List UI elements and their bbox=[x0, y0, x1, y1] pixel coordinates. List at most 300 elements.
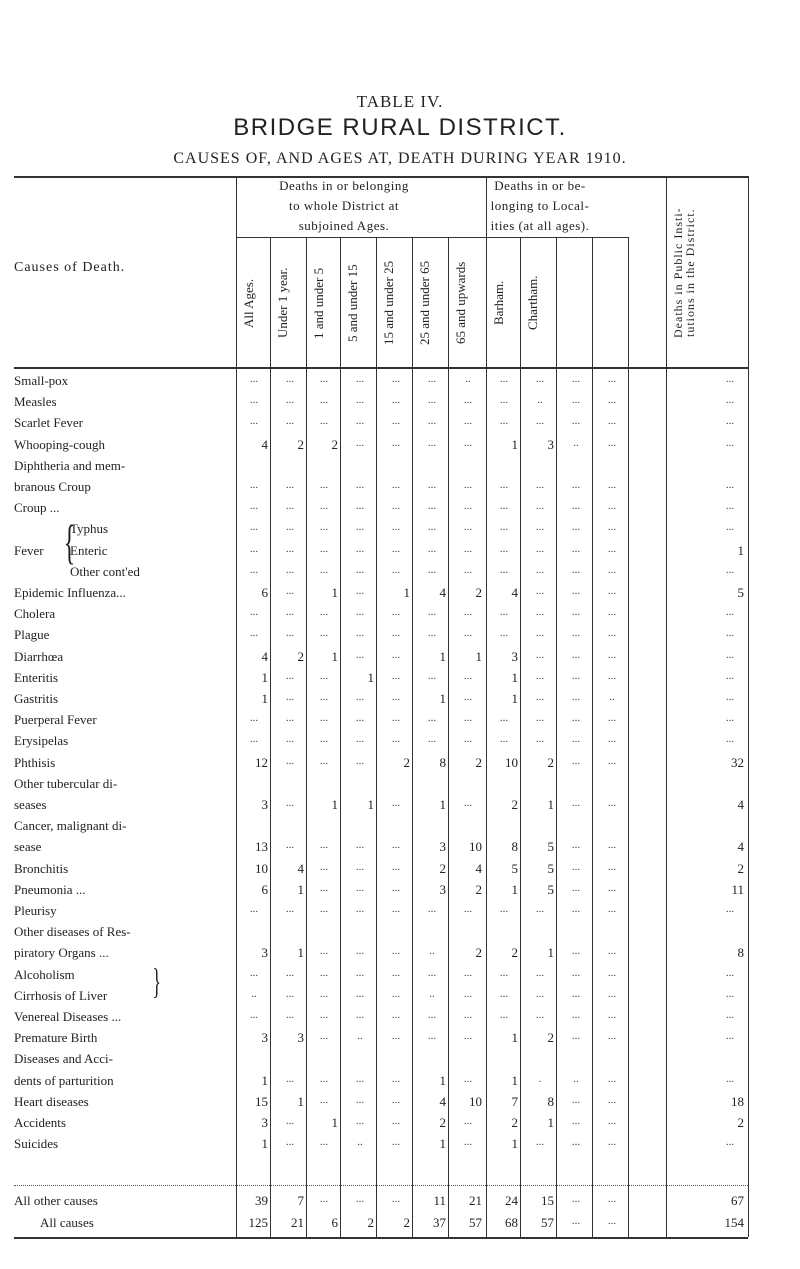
table-cell: 2 bbox=[403, 754, 410, 770]
empty-cell: ... bbox=[463, 500, 473, 513]
empty-cell: ... bbox=[725, 712, 735, 725]
empty-cell: ... bbox=[285, 733, 295, 746]
table-cell: 1 bbox=[511, 691, 518, 706]
column-header bbox=[562, 244, 584, 362]
empty-cell: ... bbox=[535, 733, 545, 746]
empty-cell: . bbox=[538, 1072, 542, 1085]
table-cell: 2 bbox=[297, 648, 304, 664]
empty-cell: ... bbox=[571, 945, 581, 958]
table-cell: 2 bbox=[511, 1115, 518, 1130]
empty-cell: ... bbox=[285, 669, 295, 682]
empty-cell: ... bbox=[463, 1136, 473, 1149]
empty-cell: ... bbox=[355, 691, 365, 703]
empty-cell: ... bbox=[499, 563, 509, 576]
table-cell: 8 bbox=[547, 1093, 554, 1109]
empty-cell: ... bbox=[285, 712, 295, 725]
table-cell: 1 bbox=[511, 1030, 518, 1046]
empty-cell: ... bbox=[285, 691, 295, 703]
empty-cell: ... bbox=[355, 881, 365, 894]
table-cell: 1 bbox=[511, 1136, 518, 1152]
empty-cell: ... bbox=[249, 712, 259, 725]
empty-cell: ... bbox=[463, 479, 473, 491]
empty-cell: ... bbox=[285, 585, 295, 597]
empty-cell: ... bbox=[607, 394, 617, 407]
empty-cell: ... bbox=[607, 542, 617, 555]
empty-cell: ... bbox=[319, 903, 329, 915]
empty-cell: ... bbox=[319, 542, 329, 555]
row-label: All other causes bbox=[14, 1193, 98, 1208]
empty-cell: ... bbox=[571, 1193, 581, 1205]
row-label: Enteritis bbox=[14, 669, 59, 685]
empty-cell: .. bbox=[251, 987, 257, 1000]
table-cell: 1 bbox=[737, 542, 744, 558]
empty-cell: ... bbox=[499, 987, 509, 1000]
empty-cell: ... bbox=[427, 627, 437, 640]
empty-cell: ... bbox=[249, 1009, 259, 1021]
empty-cell: ... bbox=[607, 1215, 617, 1227]
row-label: Plague bbox=[14, 627, 50, 643]
table-cell: 4 bbox=[737, 839, 744, 855]
empty-cell: ... bbox=[607, 606, 617, 619]
column-rule bbox=[448, 237, 449, 1237]
table-cell: 4 bbox=[261, 436, 268, 452]
row-label: Diphtheria and mem- bbox=[14, 457, 126, 473]
empty-cell: ... bbox=[725, 606, 735, 619]
empty-cell: ... bbox=[355, 733, 365, 746]
table-cell: 1 bbox=[439, 691, 446, 706]
empty-cell: ... bbox=[725, 966, 735, 979]
column-header: Barham. bbox=[491, 280, 506, 326]
empty-cell: ... bbox=[607, 585, 617, 597]
row-label: Suicides bbox=[14, 1136, 59, 1152]
empty-cell: ... bbox=[571, 860, 581, 873]
empty-cell: ... bbox=[463, 1030, 473, 1043]
empty-cell: ... bbox=[319, 1136, 329, 1149]
fever-brace: { bbox=[63, 515, 76, 569]
table-cell: 13 bbox=[255, 839, 268, 855]
empty-cell: ... bbox=[535, 627, 545, 640]
empty-cell: ... bbox=[607, 839, 617, 852]
empty-cell: ... bbox=[607, 966, 617, 979]
empty-cell: ... bbox=[725, 1136, 735, 1149]
column-header: All Ages. bbox=[241, 278, 256, 328]
table-cell: 2 bbox=[511, 945, 518, 961]
empty-cell: ... bbox=[499, 500, 509, 513]
empty-cell: ... bbox=[355, 436, 365, 449]
empty-cell: ... bbox=[285, 415, 295, 428]
column-rule bbox=[748, 176, 749, 1237]
empty-cell: ... bbox=[607, 987, 617, 1000]
empty-cell: ... bbox=[249, 415, 259, 428]
table-cell: 4 bbox=[439, 1093, 446, 1109]
column-header: 15 and under 25 bbox=[381, 260, 396, 346]
row-label: Alcoholism bbox=[14, 966, 75, 982]
table-cell: 3 bbox=[261, 945, 268, 961]
empty-cell: ... bbox=[607, 1093, 617, 1106]
column-rule bbox=[666, 176, 667, 1237]
empty-cell: ... bbox=[355, 966, 365, 979]
empty-cell: ... bbox=[285, 1009, 295, 1021]
empty-cell: ... bbox=[285, 394, 295, 407]
empty-cell: ... bbox=[535, 373, 545, 385]
empty-cell: ... bbox=[319, 627, 329, 640]
table-cell: 1 bbox=[439, 797, 446, 812]
column-header: 5 and under 15 bbox=[345, 264, 360, 342]
empty-cell: ... bbox=[725, 691, 735, 703]
empty-cell: ... bbox=[391, 1072, 401, 1085]
table-cell: 2 bbox=[331, 436, 338, 452]
page-subtitle: CAUSES OF, AND AGES AT, DEATH DURING YEAR 1910. bbox=[173, 150, 627, 167]
empty-cell: ... bbox=[535, 500, 545, 513]
table-cell: 1 bbox=[547, 797, 554, 812]
empty-cell: ... bbox=[463, 436, 473, 449]
empty-cell: ... bbox=[607, 479, 617, 491]
empty-cell: ... bbox=[725, 627, 735, 640]
table-cell: 11 bbox=[433, 1193, 446, 1208]
table-cell: 68 bbox=[505, 1215, 518, 1230]
table-cell: 1 bbox=[261, 669, 268, 685]
empty-cell: ... bbox=[391, 1136, 401, 1149]
table-cell: 5 bbox=[737, 585, 744, 600]
table-cell: 1 bbox=[511, 669, 518, 685]
table-cell: 2 bbox=[367, 1215, 374, 1230]
table-cell: 6 bbox=[261, 585, 268, 600]
empty-cell: ... bbox=[725, 1030, 735, 1043]
table-cell: 5 bbox=[547, 881, 554, 897]
row-label: Typhus bbox=[70, 521, 109, 537]
row-label: piratory Organs ... bbox=[14, 945, 109, 961]
empty-cell: ... bbox=[391, 966, 401, 979]
empty-cell: ... bbox=[535, 691, 545, 703]
table-cell: 3 bbox=[261, 1030, 268, 1046]
table-cell: 1 bbox=[261, 1072, 268, 1088]
empty-cell: ... bbox=[391, 373, 401, 385]
empty-cell: ... bbox=[571, 987, 581, 1000]
table-cell: 4 bbox=[439, 585, 446, 600]
empty-cell: ... bbox=[463, 415, 473, 428]
empty-cell: ... bbox=[571, 627, 581, 640]
empty-cell: ... bbox=[427, 966, 437, 979]
empty-cell: ... bbox=[607, 1115, 617, 1127]
empty-cell: ... bbox=[535, 987, 545, 1000]
empty-cell: ... bbox=[463, 669, 473, 682]
table-cell: 18 bbox=[731, 1093, 744, 1109]
table-cell: 1 bbox=[547, 945, 554, 961]
empty-cell: ... bbox=[535, 1009, 545, 1021]
empty-cell: ... bbox=[391, 691, 401, 703]
empty-cell: ... bbox=[607, 860, 617, 873]
empty-cell: .. bbox=[573, 436, 579, 449]
empty-cell: ... bbox=[319, 987, 329, 1000]
empty-cell: ... bbox=[571, 712, 581, 725]
empty-cell: ... bbox=[355, 373, 365, 385]
table-cell: 6 bbox=[331, 1215, 338, 1230]
row-label: Epidemic Influenza... bbox=[14, 585, 126, 600]
empty-cell: ... bbox=[571, 479, 581, 491]
empty-cell: ... bbox=[391, 648, 401, 661]
row-label: Cirrhosis of Liver bbox=[14, 987, 108, 1003]
table-cell: 1 bbox=[475, 648, 482, 664]
empty-cell: ... bbox=[607, 436, 617, 449]
empty-cell: ... bbox=[571, 563, 581, 576]
column-header: Under 1 year. bbox=[275, 267, 290, 339]
empty-cell: ... bbox=[319, 733, 329, 746]
table-cell: 1 bbox=[367, 669, 374, 685]
empty-cell: ... bbox=[607, 669, 617, 682]
table-cell: 39 bbox=[255, 1193, 268, 1208]
table-cell: 1 bbox=[261, 1136, 268, 1152]
empty-cell: ... bbox=[391, 881, 401, 894]
empty-cell: ... bbox=[725, 373, 735, 385]
empty-cell: ... bbox=[319, 1030, 329, 1043]
empty-cell: ... bbox=[607, 1009, 617, 1021]
table-cell: 2 bbox=[403, 1215, 410, 1230]
empty-cell: ... bbox=[355, 839, 365, 852]
empty-cell: ... bbox=[319, 1009, 329, 1021]
empty-cell: ... bbox=[391, 394, 401, 407]
empty-cell: ... bbox=[249, 733, 259, 746]
empty-cell: ... bbox=[427, 542, 437, 555]
table-cell: 2 bbox=[475, 754, 482, 770]
empty-cell: ... bbox=[427, 500, 437, 513]
empty-cell: ... bbox=[607, 903, 617, 915]
table-cell: 2 bbox=[475, 945, 482, 961]
empty-cell: ... bbox=[319, 563, 329, 576]
table-cell: 57 bbox=[469, 1215, 482, 1230]
row-label: Phthisis bbox=[14, 754, 56, 770]
empty-cell: ... bbox=[463, 966, 473, 979]
table-cell: 3 bbox=[261, 1115, 268, 1130]
row-label: Bronchitis bbox=[14, 860, 69, 876]
empty-cell: ... bbox=[499, 712, 509, 725]
empty-cell: .. bbox=[357, 1136, 363, 1149]
empty-cell: ... bbox=[285, 521, 295, 534]
empty-cell: ... bbox=[355, 479, 365, 491]
column-header-institutions: Deaths in Public Insti- tutions in the District. bbox=[671, 207, 697, 339]
table-cell: 1 bbox=[403, 585, 410, 600]
row-label: Other tubercular di- bbox=[14, 775, 118, 791]
table-cell: 2 bbox=[297, 436, 304, 452]
table-cell: 4 bbox=[261, 648, 268, 664]
table-cell: 3 bbox=[439, 881, 446, 897]
empty-cell: ... bbox=[391, 563, 401, 576]
empty-cell: ... bbox=[571, 881, 581, 894]
empty-cell: ... bbox=[571, 903, 581, 915]
empty-cell: ... bbox=[249, 394, 259, 407]
table-cell: 11 bbox=[731, 881, 744, 897]
table-cell: 3 bbox=[511, 648, 518, 664]
table-cell: 4 bbox=[511, 585, 518, 600]
empty-cell: .. bbox=[429, 987, 435, 1000]
empty-cell: ... bbox=[285, 1115, 295, 1127]
row-label: branous Croup bbox=[14, 479, 91, 494]
table-cell: 5 bbox=[547, 860, 554, 876]
row-label: Erysipelas bbox=[14, 733, 69, 749]
empty-cell: ... bbox=[285, 563, 295, 576]
column-header: 65 and upwards bbox=[453, 261, 468, 345]
table-cell: 2 bbox=[547, 754, 554, 770]
empty-cell: ... bbox=[499, 542, 509, 555]
empty-cell: ... bbox=[355, 627, 365, 640]
column-rule bbox=[520, 237, 521, 1237]
fever-label: Fever bbox=[14, 542, 44, 558]
empty-cell: ... bbox=[249, 966, 259, 979]
empty-cell: ... bbox=[499, 415, 509, 428]
empty-cell: ... bbox=[725, 394, 735, 407]
empty-cell: ... bbox=[427, 1030, 437, 1043]
empty-cell: ... bbox=[355, 1009, 365, 1021]
column-rule bbox=[340, 237, 341, 1237]
causes-header: Causes of Death. bbox=[14, 260, 126, 275]
empty-cell: ... bbox=[249, 606, 259, 619]
table-cell: 2 bbox=[439, 860, 446, 876]
empty-cell: ... bbox=[571, 373, 581, 385]
empty-cell: ... bbox=[427, 606, 437, 619]
table-top-rule bbox=[14, 176, 748, 178]
empty-cell: ... bbox=[285, 797, 295, 809]
table-cell: 1 bbox=[511, 1072, 518, 1088]
empty-cell: ... bbox=[285, 479, 295, 491]
empty-cell: ... bbox=[571, 521, 581, 534]
table-cell: 12 bbox=[255, 754, 268, 770]
row-label: Enteric bbox=[70, 542, 108, 558]
empty-cell: ... bbox=[535, 669, 545, 682]
empty-cell: ... bbox=[319, 945, 329, 958]
empty-cell: ... bbox=[249, 542, 259, 555]
column-rule bbox=[306, 237, 307, 1237]
empty-cell: ... bbox=[319, 606, 329, 619]
empty-cell: ... bbox=[285, 373, 295, 385]
alcohol-brace: } bbox=[152, 960, 161, 1001]
empty-cell: ... bbox=[355, 585, 365, 597]
empty-cell: ... bbox=[355, 563, 365, 576]
empty-cell: ... bbox=[463, 1115, 473, 1127]
empty-cell: ... bbox=[285, 987, 295, 1000]
empty-cell: ... bbox=[391, 669, 401, 682]
table-cell: 1 bbox=[547, 1115, 554, 1130]
empty-cell: ... bbox=[427, 373, 437, 385]
empty-cell: ... bbox=[725, 903, 735, 915]
empty-cell: ... bbox=[725, 415, 735, 428]
empty-cell: ... bbox=[285, 500, 295, 513]
empty-cell: ... bbox=[391, 1193, 401, 1205]
table-cell: 2 bbox=[737, 860, 744, 876]
dotted-separator bbox=[14, 1185, 748, 1186]
empty-cell: ... bbox=[725, 479, 735, 491]
empty-cell: ... bbox=[391, 1115, 401, 1127]
column-rule bbox=[412, 237, 413, 1237]
table-cell: 37 bbox=[433, 1215, 446, 1230]
row-label: Scarlet Fever bbox=[14, 415, 83, 431]
empty-cell: ... bbox=[319, 1072, 329, 1085]
empty-cell: ... bbox=[427, 479, 437, 491]
empty-cell: ... bbox=[607, 797, 617, 809]
empty-cell: .. bbox=[537, 394, 543, 407]
empty-cell: ... bbox=[607, 733, 617, 746]
column-header bbox=[598, 244, 620, 362]
empty-cell: ... bbox=[571, 1136, 581, 1149]
table-cell: 67 bbox=[731, 1193, 744, 1208]
row-label: Small-pox bbox=[14, 373, 69, 388]
empty-cell: ... bbox=[391, 839, 401, 852]
empty-cell: ... bbox=[427, 415, 437, 428]
empty-cell: ... bbox=[391, 1030, 401, 1043]
table-cell: 10 bbox=[469, 1093, 482, 1109]
table-cell: 15 bbox=[255, 1093, 268, 1109]
table-cell: 5 bbox=[511, 860, 518, 876]
table-cell: 8 bbox=[737, 945, 744, 961]
table-cell: 125 bbox=[248, 1215, 268, 1230]
empty-cell: ... bbox=[725, 987, 735, 1000]
row-label: Puerperal Fever bbox=[14, 712, 97, 728]
empty-cell: ... bbox=[319, 712, 329, 725]
empty-cell: .. bbox=[465, 373, 471, 385]
empty-cell: ... bbox=[285, 627, 295, 640]
empty-cell: ... bbox=[571, 797, 581, 809]
empty-cell: ... bbox=[427, 1009, 437, 1021]
empty-cell: ... bbox=[427, 669, 437, 682]
empty-cell: ... bbox=[463, 691, 473, 703]
row-label: Gastritis bbox=[14, 691, 59, 706]
empty-cell: .. bbox=[609, 691, 615, 703]
empty-cell: ... bbox=[391, 712, 401, 725]
empty-cell: ... bbox=[463, 606, 473, 619]
empty-cell: ... bbox=[499, 627, 509, 640]
empty-cell: ... bbox=[319, 394, 329, 407]
header-bottom-rule bbox=[14, 367, 748, 369]
table-cell: 21 bbox=[291, 1215, 304, 1230]
empty-cell: ... bbox=[535, 479, 545, 491]
column-rule bbox=[628, 237, 629, 1237]
column-rule bbox=[236, 176, 237, 1237]
empty-cell: ... bbox=[249, 903, 259, 915]
empty-cell: ... bbox=[535, 563, 545, 576]
empty-cell: ... bbox=[535, 903, 545, 915]
page-title: BRIDGE RURAL DISTRICT. bbox=[233, 114, 567, 141]
empty-cell: ... bbox=[249, 479, 259, 491]
empty-cell: ... bbox=[535, 1136, 545, 1149]
empty-cell: ... bbox=[571, 585, 581, 597]
empty-cell: .. bbox=[429, 945, 435, 958]
empty-cell: ... bbox=[725, 1009, 735, 1021]
empty-cell: ... bbox=[249, 627, 259, 640]
empty-cell: ... bbox=[391, 627, 401, 640]
empty-cell: ... bbox=[355, 542, 365, 555]
table-cell: 2 bbox=[475, 585, 482, 600]
empty-cell: ... bbox=[607, 1136, 617, 1149]
table-cell: 1 bbox=[297, 945, 304, 961]
table-cell: 1 bbox=[439, 648, 446, 664]
table-cell: 6 bbox=[261, 881, 268, 897]
empty-cell: ... bbox=[607, 881, 617, 894]
empty-cell: ... bbox=[319, 479, 329, 491]
empty-cell: ... bbox=[535, 521, 545, 534]
empty-cell: ... bbox=[427, 712, 437, 725]
empty-cell: ... bbox=[535, 966, 545, 979]
table-number: TABLE IV. bbox=[356, 92, 444, 111]
empty-cell: ... bbox=[499, 606, 509, 619]
empty-cell: ... bbox=[319, 754, 329, 767]
empty-cell: ... bbox=[607, 1193, 617, 1205]
table-cell: 1 bbox=[511, 436, 518, 452]
empty-cell: ... bbox=[607, 521, 617, 534]
table-cell: 1 bbox=[367, 797, 374, 812]
column-rule bbox=[592, 237, 593, 1237]
empty-cell: ... bbox=[427, 436, 437, 449]
empty-cell: ... bbox=[607, 500, 617, 513]
row-label: Other cont'ed bbox=[70, 563, 140, 579]
empty-cell: ... bbox=[725, 669, 735, 682]
